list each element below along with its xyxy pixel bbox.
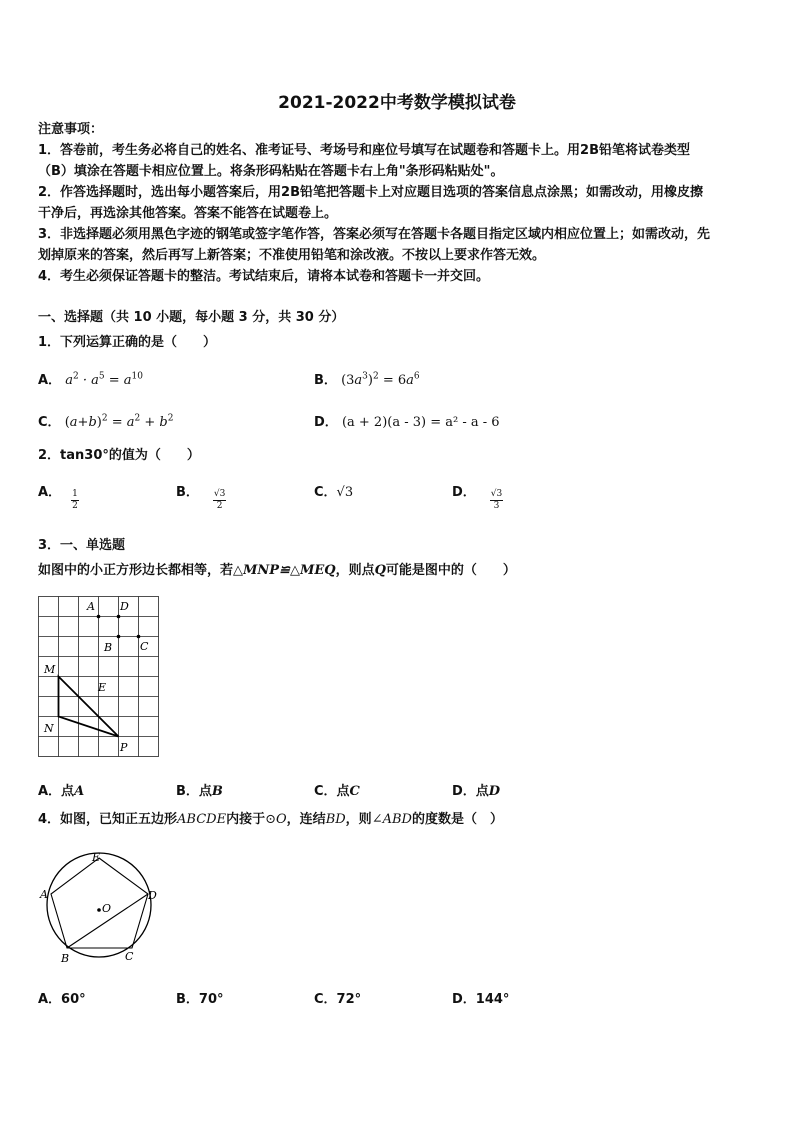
grid-label: N — [44, 722, 54, 735]
pentagon-label: A — [40, 888, 48, 901]
q1-option-d-formula: (a + 2)(a - 3) = a² - a - 6 — [341, 415, 500, 430]
q2-option-d: D． $\frac{√3}{3}$ — [452, 485, 503, 511]
pentagon-label: E — [92, 851, 101, 864]
pentagon-label: C — [125, 950, 134, 963]
q1-option-c: C． $(a+b)^2 = a^2 + b^2$ — [38, 413, 174, 430]
q1-option-a: A． $a^2 \cdot a^5 = a^{10}$ — [38, 371, 143, 388]
q1-option-b: B． $(3a^3)^2 = 6a^6$ — [314, 371, 420, 388]
question-1-stem: 1．下列运算正确的是（ ） — [38, 335, 217, 350]
page-title: 2021-2022中考数学模拟试卷 — [278, 93, 516, 113]
q1-option-b-formula: $(3a^3)^2 = 6a^6$ — [341, 371, 420, 388]
grid-label: A — [87, 600, 95, 613]
grid-label: M — [44, 663, 56, 676]
q1-option-c-formula: $(a+b)^2 = a^2 + b^2$ — [64, 413, 174, 430]
q4-option-c: C．72° — [314, 992, 362, 1007]
pentagon-label: O — [102, 902, 112, 915]
grid-label: C — [140, 640, 149, 653]
notice-heading: 注意事项： — [38, 122, 104, 137]
question-4-stem: 4．如图，已知正五边形ABCDE内接于⊙O，连结BD，则∠ABD的度数是（ ） — [38, 812, 503, 827]
notice-line: 3．非选择题必须用黑色字迹的钢笔或签字笔作答，答案必须写在答题卡各题目指定区域内相应位置上；如需改动，先 — [38, 227, 711, 242]
notice-line: 干净后，再选涂其他答案。答案不能答在试题卷上。 — [38, 206, 338, 221]
pentagon-label: B — [61, 952, 70, 965]
notice-line: 2．作答选择题时，选出每小题答案后，用2B铅笔把答题卡上对应题目选项的答案信息点涂黑；如需改动，用橡皮擦 — [38, 185, 704, 200]
q1-option-a-formula: $a^2 \cdot a^5 = a^{10}$ — [65, 371, 143, 388]
q2-option-c: C．√3 — [314, 485, 354, 500]
notice-line: （B）填涂在答题卡相应位置上。将条形码粘贴在答题卡右上角"条形码粘贴处"。 — [38, 164, 504, 179]
q3-option-a: A．点A — [38, 784, 85, 799]
grid-label: E — [98, 681, 107, 694]
pentagon-figure — [36, 848, 162, 966]
grid-label: D — [120, 600, 129, 613]
grid-label: B — [104, 641, 113, 654]
q3-option-b: B．点B — [176, 784, 223, 799]
notice-line: 划掉原来的答案，然后再写上新答案；不准使用铅笔和涂改液。不按以上要求作答无效。 — [38, 248, 546, 263]
question-3-stem: 3．一、单选题 — [38, 538, 126, 553]
notice-line: 4．考生必须保证答题卡的整洁。考试结束后，请将本试卷和答题卡一并交回。 — [38, 269, 490, 284]
q1-option-d: D． (a + 2)(a - 3) = a² - a - 6 — [314, 415, 500, 430]
q2-option-a: A． $\frac{1}{2}$ — [38, 485, 78, 511]
question-2-stem: 2．tan30°的值为（ ） — [38, 448, 200, 463]
notice-line: 1．答卷前，考生务必将自己的姓名、准考证号、考场号和座位号填写在试题卷和答题卡上。用2B铅笔将试卷类型 — [38, 143, 691, 158]
grid-label: P — [120, 741, 128, 754]
q4-option-d: D．144° — [452, 992, 510, 1007]
grid-figure — [37, 595, 161, 759]
question-3-text: 如图中的小正方形边长都相等，若△MNP≌△MEQ，则点Q可能是图中的（ ） — [38, 563, 516, 578]
q4-option-b: B．70° — [176, 992, 224, 1007]
q4-option-a: A．60° — [38, 992, 86, 1007]
pentagon-label: D — [148, 889, 157, 902]
q3-option-c: C．点C — [314, 784, 360, 799]
q3-option-d: D．点D — [452, 784, 501, 799]
section-heading: 一、选择题（共 10 小题，每小题 3 分，共 30 分） — [38, 310, 345, 325]
q2-option-b: B． $\frac{√3}{2}$ — [176, 485, 226, 511]
